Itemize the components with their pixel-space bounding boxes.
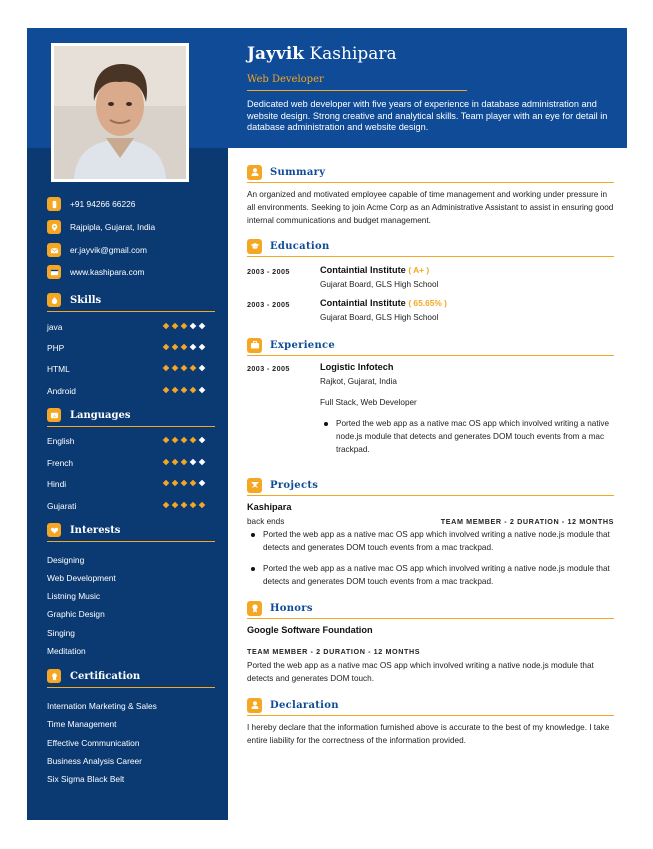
declaration-text: I hereby declare that the information furnished above is accurate to the best of my knowledge. I take entire liability for the correctness of the information provided.: [247, 723, 610, 745]
divider: [247, 715, 614, 716]
declaration-heading: Declaration: [247, 696, 614, 714]
contact-text: Rajpipla, Gujarat, India: [70, 222, 156, 232]
honor-text: Ported the web app as a native mac OS app which involved writing a native node.js module that detects and generates DOM touch.: [247, 661, 594, 683]
user-icon: [247, 165, 262, 180]
summary-text: An organized and motivated employee capable of time management and working under pressure in all environments. Seeking to join Acme Corp as an Administrative Assistant to assist in ensuring good internal communications and budget management.: [247, 190, 614, 225]
contact-phone[interactable]: [47, 196, 135, 212]
rating-dot-filled: [190, 365, 197, 372]
divider: [247, 355, 614, 356]
certification-item: Business Analysis Career: [47, 756, 142, 766]
project-name: Kashipara: [247, 502, 292, 512]
full-name: Jayvik Kashipara: [247, 44, 397, 64]
svg-text:A: A: [52, 413, 56, 418]
rating-dot-filled: [172, 365, 179, 372]
rating-dot-filled: [172, 323, 179, 330]
contact-website[interactable]: [47, 264, 144, 280]
rating-dots: [163, 502, 205, 508]
rating-dot-filled: [181, 365, 188, 372]
rating-dot-filled: [172, 387, 179, 394]
rating-dot-filled: [163, 387, 170, 394]
rating-dot-filled: [163, 365, 170, 372]
rating-dot-filled: [190, 437, 197, 444]
language-row: English: [47, 434, 215, 448]
rating-dot-empty: [190, 344, 197, 351]
rating-dot-filled: [181, 344, 188, 351]
project-meta: TEAM MEMBER - 2 DURATION - 12 MONTHS: [440, 517, 614, 526]
experience-heading: Experience: [247, 336, 614, 354]
rating-dot-filled: [172, 459, 179, 466]
experience-bullet: Ported the web app as a native mac OS app which involved writing a native node.js module that detects and generates DOM touch events from a mac trackpad.: [336, 418, 614, 456]
rating-dots: [163, 387, 205, 393]
education-dates: 2003 - 2005: [247, 300, 290, 309]
interests-heading: Interests: [47, 521, 215, 539]
rating-dot-empty: [199, 437, 206, 444]
heart-icon: [47, 523, 61, 537]
rating-dot-empty: [199, 344, 206, 351]
rating-dot-filled: [181, 437, 188, 444]
divider: [47, 541, 215, 542]
rating-dot-empty: [190, 459, 197, 466]
interest-item: Meditation: [47, 646, 86, 656]
projects-heading: Projects: [247, 476, 614, 494]
rating-dot-filled: [172, 344, 179, 351]
rating-dots: [163, 323, 205, 329]
rating-dot-filled: [190, 502, 197, 509]
profile-photo: [51, 43, 189, 182]
rating-dot-filled: [181, 387, 188, 394]
certification-item: Effective Communication: [47, 738, 140, 748]
award-icon: [247, 601, 262, 616]
rating-dot-filled: [190, 387, 197, 394]
divider: [47, 687, 215, 688]
rating-dot-filled: [163, 437, 170, 444]
rating-dots: [163, 344, 205, 350]
languages-heading: A Languages: [47, 406, 215, 424]
rating-dot-filled: [172, 437, 179, 444]
job-title: Web Developer: [247, 74, 324, 85]
experience-location: Rajkot, Gujarat, India: [320, 377, 397, 386]
rating-dot-filled: [163, 480, 170, 487]
rating-dot-filled: [163, 459, 170, 466]
experience-position: Full Stack, Web Developer: [320, 398, 417, 407]
rating-dots: [163, 365, 205, 371]
rating-dot-empty: [199, 459, 206, 466]
project-bullet: Ported the web app as a native mac OS app which involved writing a native node.js module that detects and generates DOM touch events from a mac trackpad.: [263, 563, 615, 589]
divider: [247, 256, 614, 257]
rating-dot-filled: [172, 502, 179, 509]
skill-row: Android: [47, 384, 215, 398]
certification-heading: Certification: [47, 667, 215, 685]
education-institute: Containtial Institute ( A+ ): [320, 265, 430, 275]
divider: [247, 618, 614, 619]
intro-text: Dedicated web developer with five years of experience in database administration and website design. Strong creative and analytical skills. Team player with an eye for detail in database administration and website design.: [247, 99, 608, 132]
rating-dots: [163, 480, 205, 486]
divider: [247, 495, 614, 496]
education-institute: Containtial Institute ( 65.65% ): [320, 298, 447, 308]
interest-item: Singing: [47, 628, 75, 638]
contact-text: +91 94266 66226: [70, 199, 136, 209]
contact-email[interactable]: [47, 242, 147, 258]
rating-dot-filled: [163, 323, 170, 330]
divider: [247, 90, 467, 91]
divider: [247, 182, 614, 183]
interest-item: Graphic Design: [47, 609, 105, 619]
divider: [47, 311, 215, 312]
contact-text: er.jayvik@gmail.com: [70, 245, 147, 255]
honor-name: Google Software Foundation: [247, 625, 373, 635]
experience-dates: 2003 - 2005: [247, 364, 290, 373]
rating-dot-filled: [163, 344, 170, 351]
rating-dots: [163, 437, 205, 443]
contact-text: www.kashipara.com: [70, 267, 145, 277]
rating-dot-filled: [190, 480, 197, 487]
education-board: Gujarat Board, GLS High School: [320, 280, 439, 289]
education-heading: Education: [247, 237, 614, 255]
certificate-icon: [47, 669, 61, 683]
phone-icon: [47, 197, 61, 211]
skills-heading: Skills: [47, 291, 215, 309]
skill-row: PHP: [47, 341, 215, 355]
rating-dot-filled: [181, 459, 188, 466]
certification-item: Six Sigma Black Belt: [47, 774, 125, 784]
project-bullet: Ported the web app as a native mac OS app which involved writing a native node.js module that detects and generates DOM touch events from a mac trackpad.: [263, 529, 615, 555]
interest-item: Designing: [47, 555, 85, 565]
email-icon: [47, 243, 61, 257]
project-subtitle: back ends: [247, 517, 285, 526]
contact-location: [47, 219, 155, 235]
rating-dot-empty: [199, 365, 206, 372]
certification-item: Time Management: [47, 719, 117, 729]
location-icon: [47, 220, 61, 234]
rating-dot-filled: [181, 502, 188, 509]
rating-dots: [163, 459, 205, 465]
language-row: Gujarati: [47, 499, 215, 513]
projects-icon: [247, 478, 262, 493]
rating-dot-empty: [199, 480, 206, 487]
rating-dot-filled: [199, 502, 206, 509]
education-board: Gujarat Board, GLS High School: [320, 313, 439, 322]
divider: [47, 426, 215, 427]
rating-dot-empty: [199, 323, 206, 330]
honors-heading: Honors: [247, 599, 614, 617]
interest-item: Listning Music: [47, 591, 101, 601]
language-row: French: [47, 456, 215, 470]
person-photo-icon: [54, 46, 186, 179]
globe-icon: [47, 265, 61, 279]
languages-icon: [47, 408, 61, 422]
honor-meta: TEAM MEMBER - 2 DURATION - 12 MONTHS: [247, 647, 421, 656]
experience-company: Logistic Infotech: [320, 362, 394, 372]
summary-heading: Summary: [247, 163, 614, 181]
rating-dot-empty: [199, 387, 206, 394]
skill-row: HTML: [47, 362, 215, 376]
rating-dot-filled: [172, 480, 179, 487]
language-row: Hindi: [47, 477, 215, 491]
rating-dot-empty: [190, 323, 197, 330]
briefcase-icon: [247, 338, 262, 353]
education-dates: 2003 - 2005: [247, 267, 290, 276]
skill-row: java: [47, 320, 215, 334]
interest-item: Web Development: [47, 573, 116, 583]
rating-dot-filled: [163, 502, 170, 509]
graduation-cap-icon: [247, 239, 262, 254]
user-icon: [247, 698, 262, 713]
rating-dot-filled: [181, 323, 188, 330]
certification-item: Internation Marketing & Sales: [47, 701, 157, 711]
rating-dot-filled: [181, 480, 188, 487]
skills-icon: [47, 293, 61, 307]
